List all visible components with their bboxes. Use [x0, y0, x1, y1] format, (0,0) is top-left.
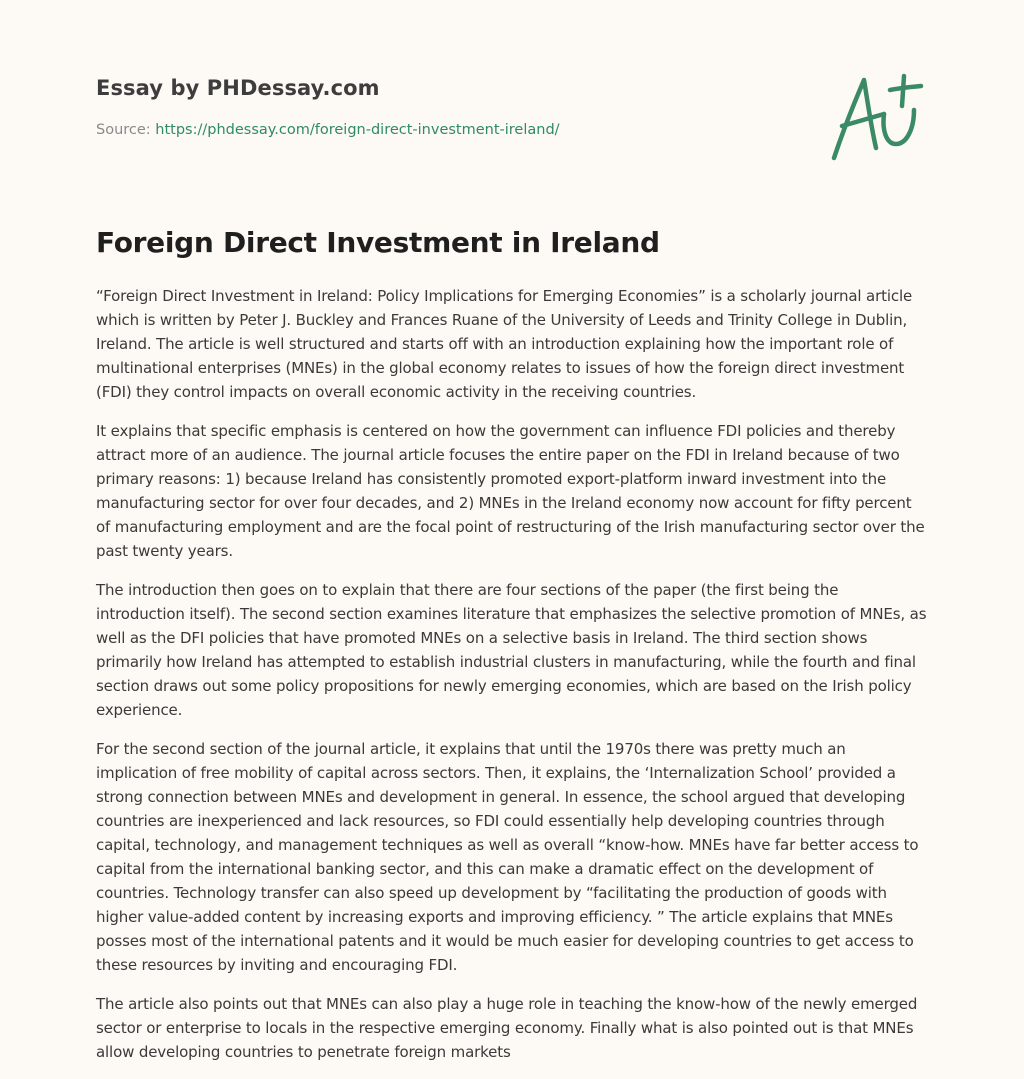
- brand-title: Essay by PHDessay.com: [96, 76, 380, 100]
- source-link[interactable]: https://phdessay.com/foreign-direct-investment-ireland/: [155, 122, 560, 138]
- essay-paragraph: “Foreign Direct Investment in Ireland: Policy Implications for Emerging Economies” is a scholarly journal article which is written by Peter J. Buckley and Frances Ruane of the University of Leeds and Trinity College in Dublin, Ireland. The article is well structured and starts off with an introduction explaining how the important role of multinational enterprises (MNEs) in the global economy relates to issues of how the foreign direct investment (FDI) they control impacts on overall economic activity in the receiving countries.: [96, 287, 913, 401]
- source-label: Source:: [96, 122, 151, 138]
- page-header: [96, 76, 928, 138]
- essay-paragraph: The article also points out that MNEs can also play a huge role in teaching the know-how of the newly emerged sector or enterprise to locals in the respective emerging economy. Finally what is also pointed out is that MNEs allow developing countries to penetrate foreign markets: [96, 995, 918, 1061]
- source-line: [96, 122, 928, 138]
- essay-paragraph: For the second section of the journal article, it explains that until the 1970s there was pretty much an implication of free mobility of capital across sectors. Then, it explains, the ‘Internalization School’ provided a strong connection between MNEs and development in general. In essence, the school argued that developing countries are inexperienced and lack resources, so FDI could essentially help developing countries through capital, technology, and management techniques as well as overall “know-how. MNEs have far better access to capital from the international banking sector, and this can make a dramatic effect on the development of countries. Technology transfer can also speed up development by “facilitating the production of goods with higher value-added content by increasing exports and improving efficiency. ” The article explains that MNEs posses most of the international patents and it would be much easier for developing countries to get access to these resources by inviting and encouraging FDI.: [96, 740, 919, 974]
- essay-paragraph: The introduction then goes on to explain that there are four sections of the paper (the first being the introduction itself). The second section examines literature that emphasizes the selective promotion of MNEs, as well as the DFI policies that have promoted MNEs on a selective basis in Ireland. The third section shows primarily how Ireland has attempted to establish industrial clusters in manufacturing, while the fourth and final section draws out some policy propositions for newly emerging economies, which are based on the Irish policy experience.: [96, 581, 927, 719]
- essay-paragraph: It explains that specific emphasis is centered on how the government can influence FDI policies and thereby attract more of an audience. The journal article focuses the entire paper on the FDI in Ireland because of two primary reasons: 1) because Ireland has consistently promoted export-platform inward investment into the manufacturing sector for over four decades, and 2) MNEs in the Ireland economy now account for fifty percent of manufacturing employment and are the focal point of restructuring of the Irish manufacturing sector over the past twenty years.: [96, 422, 925, 560]
- essay-body: [96, 284, 928, 1079]
- a-plus-logo-icon: [824, 68, 928, 164]
- essay-title: Foreign Direct Investment in Ireland: [96, 226, 660, 259]
